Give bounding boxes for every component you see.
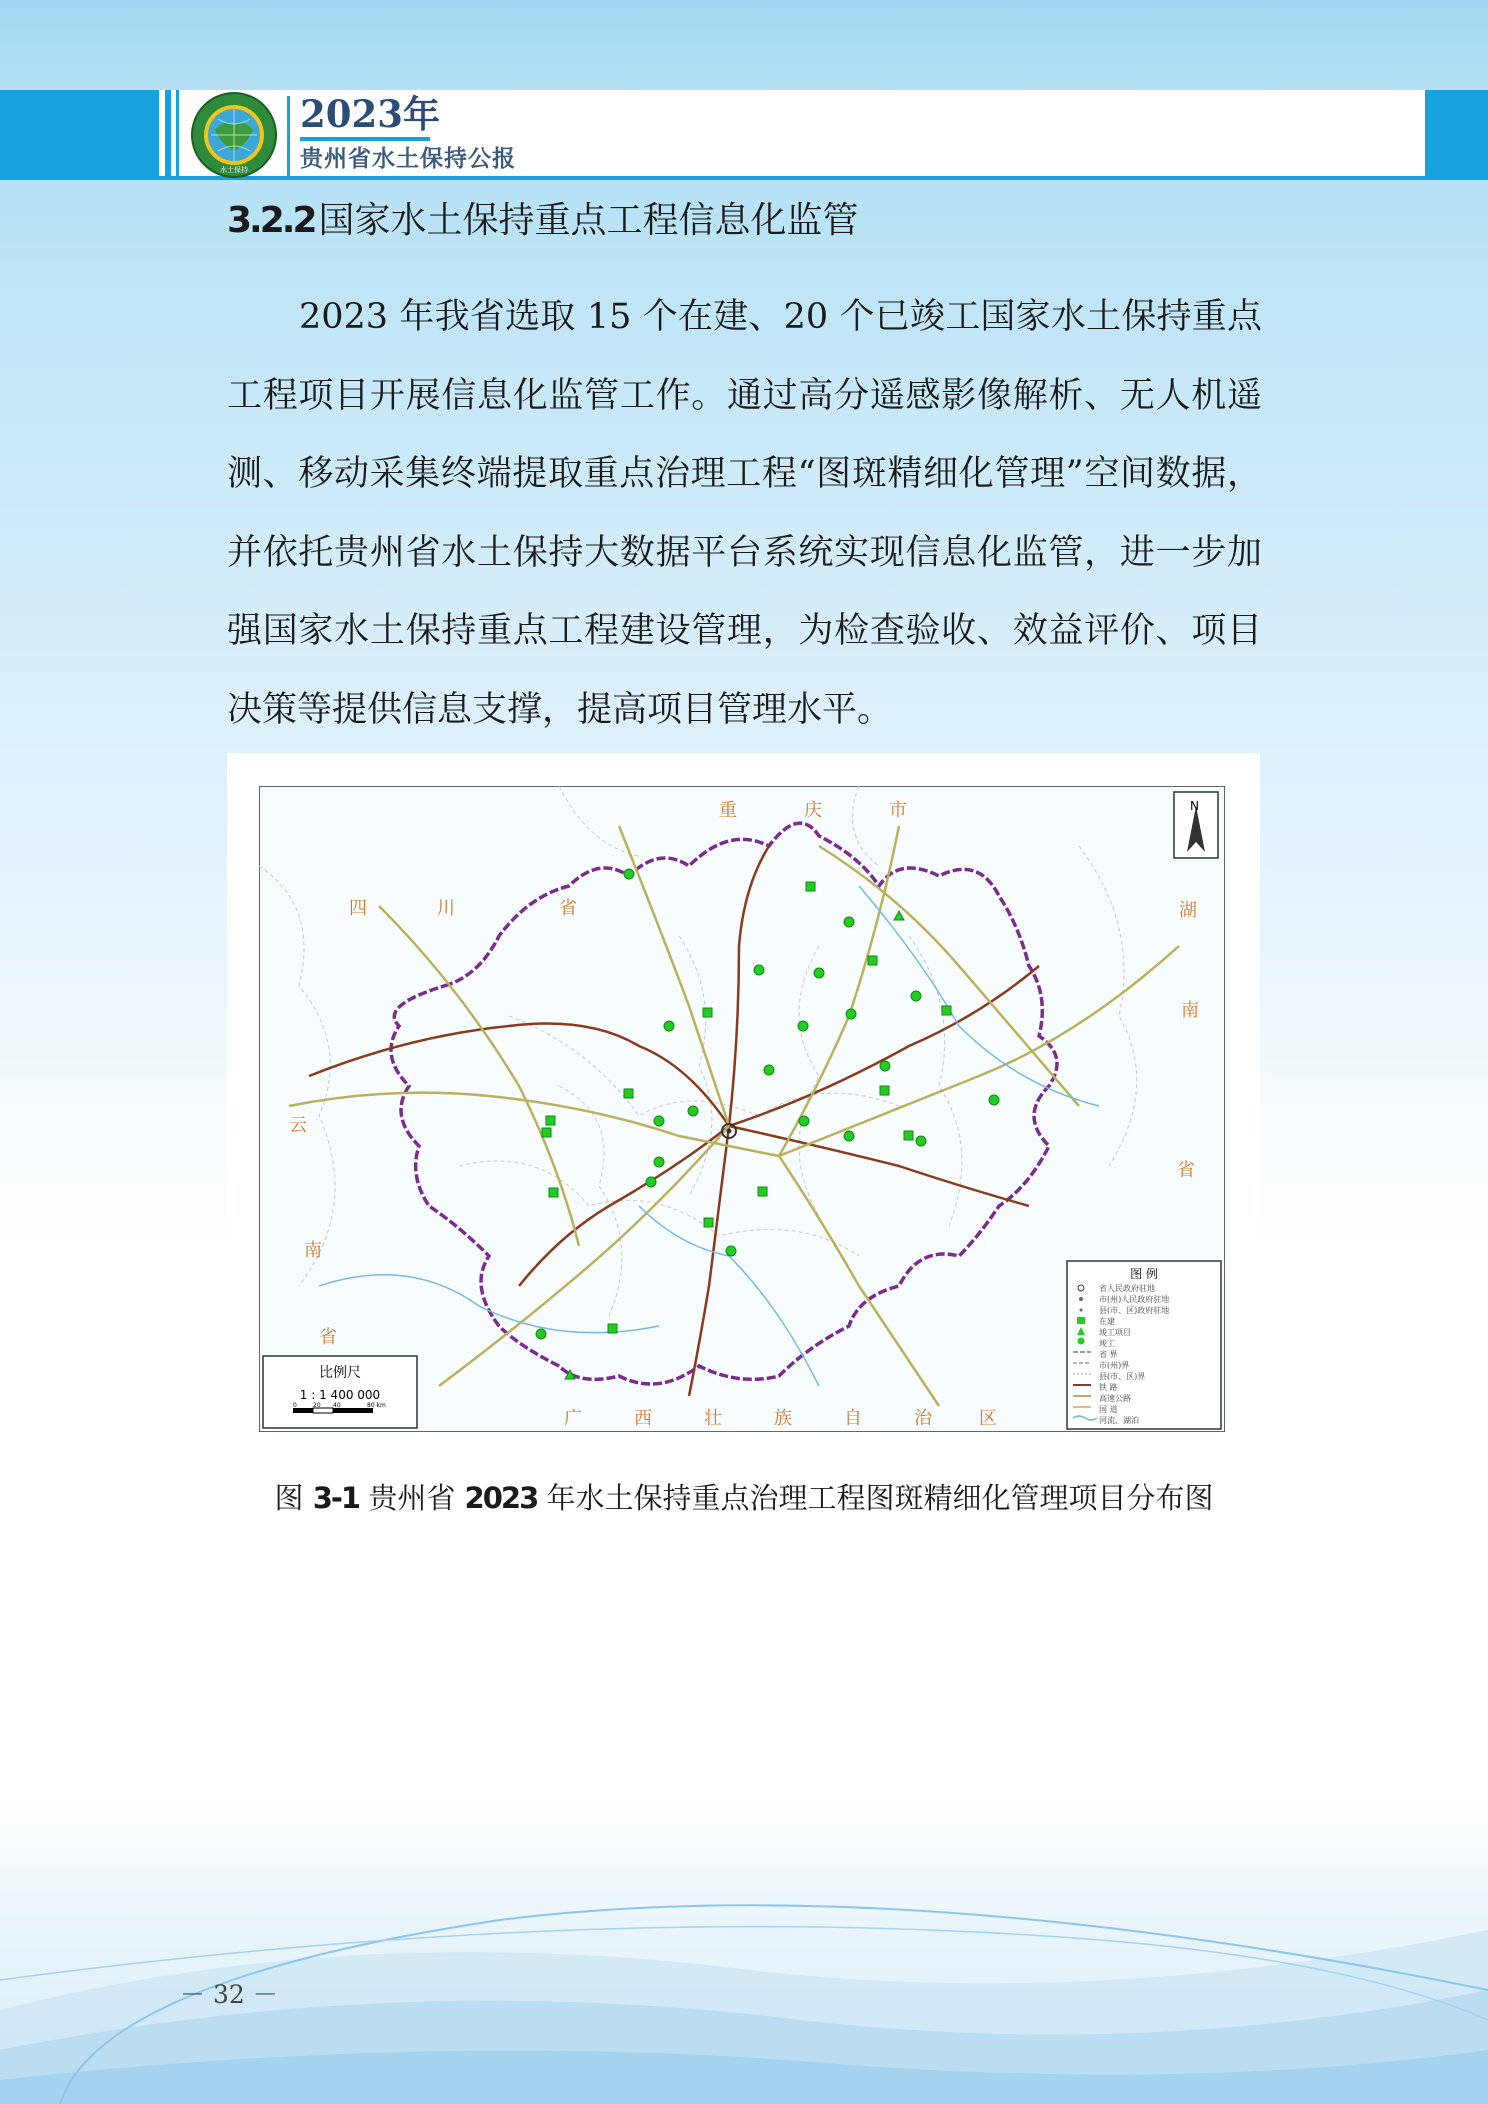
svg-text:水土保持: 水土保持 [220, 166, 248, 174]
svg-text:族: 族 [774, 1408, 792, 1429]
svg-text:省: 省 [559, 898, 577, 919]
svg-text:比例尺: 比例尺 [319, 1365, 361, 1381]
svg-text:省: 省 [319, 1327, 337, 1348]
svg-text:广: 广 [564, 1408, 582, 1429]
svg-text:40: 40 [333, 1402, 341, 1409]
header-right-block [1425, 90, 1488, 180]
svg-text:图 例: 图 例 [1130, 1267, 1158, 1281]
svg-text:区: 区 [979, 1408, 997, 1429]
top-background [0, 0, 1488, 90]
header-underline [145, 176, 1425, 180]
body-paragraph: 2023 年我省选取 15 个在建、20 个已竣工国家水土保持重点工程项目开展信息化监管工作。通过高分遥感影像解析、无人机遥测、移动采集终端提取重点治理工程“图斑精细化管理”空间数据，并依托贵州省水土保持大数据平台系统实现信息化监管，进一步加强国家水土保持重点工程建设管理，为检查验收、效益评价、项目决策等提供信息支撑，提高项目管理水平。 [227, 297, 1262, 730]
svg-text:市: 市 [889, 800, 907, 821]
header-stripe [176, 90, 179, 180]
svg-text:80 km: 80 km [367, 1402, 386, 1409]
svg-text:云: 云 [289, 1115, 307, 1136]
svg-text:市(州)界: 市(州)界 [1099, 1361, 1130, 1370]
header-stripe [145, 90, 159, 180]
svg-text:0: 0 [293, 1402, 297, 1409]
svg-text:省: 省 [1177, 1160, 1195, 1181]
figure-caption: 图 3-1 贵州省 2023 年水土保持重点治理工程图斑精细化管理项目分布图 [274, 1481, 1214, 1515]
year-underline [300, 137, 430, 141]
svg-text:湖: 湖 [1179, 900, 1197, 921]
svg-text:高速公路: 高速公路 [1099, 1394, 1131, 1403]
svg-text:竣工: 竣工 [1099, 1339, 1115, 1348]
header-year: 2023年 [300, 92, 440, 136]
section-title-text: 国家水土保持重点工程信息化监管 [318, 200, 859, 241]
svg-text:20: 20 [313, 1402, 321, 1409]
north-arrow [1174, 792, 1218, 858]
map-legend [1067, 1261, 1221, 1429]
svg-text:县(市、区)政府驻地: 县(市、区)政府驻地 [1099, 1306, 1170, 1315]
svg-text:河流、湖泊: 河流、湖泊 [1099, 1416, 1139, 1425]
svg-text:铁 路: 铁 路 [1099, 1383, 1118, 1392]
svg-text:治: 治 [914, 1408, 932, 1429]
svg-text:省人民政府驻地: 省人民政府驻地 [1099, 1284, 1155, 1293]
svg-text:国 道: 国 道 [1099, 1405, 1118, 1414]
svg-text:省 界: 省 界 [1099, 1350, 1118, 1359]
svg-text:在建: 在建 [1099, 1317, 1115, 1326]
svg-text:重: 重 [719, 800, 737, 821]
caption-year: 2023 [464, 1481, 538, 1515]
svg-text:庆: 庆 [804, 800, 822, 821]
svg-text:川: 川 [437, 898, 455, 919]
figure-number: 3-1 [312, 1481, 360, 1515]
svg-text:四: 四 [349, 898, 367, 919]
svg-text:自: 自 [844, 1408, 862, 1429]
distribution-map [259, 786, 1225, 1432]
section-title [227, 195, 859, 247]
header-subtitle: 贵州省水土保持公报 [300, 145, 516, 172]
svg-text:南: 南 [1181, 1000, 1199, 1021]
section-number: 3.2.2 [227, 200, 315, 241]
svg-text:壮: 壮 [704, 1408, 722, 1429]
svg-text:N: N [1190, 799, 1199, 813]
page-number: － 32 － [180, 1980, 278, 2009]
svg-text:1 : 1 400 000: 1 : 1 400 000 [299, 1388, 381, 1402]
svg-text:南: 南 [304, 1240, 322, 1261]
header-stripe [165, 90, 171, 180]
svg-text:市(州)人民政府驻地: 市(州)人民政府驻地 [1099, 1295, 1170, 1304]
emblem-logo [191, 92, 277, 178]
svg-text:西: 西 [634, 1408, 652, 1429]
scale-bar [263, 1356, 417, 1428]
svg-text:县(市、区)界: 县(市、区)界 [1099, 1372, 1146, 1381]
header-divider [287, 96, 290, 176]
svg-text:竣工项目: 竣工项目 [1099, 1328, 1131, 1337]
